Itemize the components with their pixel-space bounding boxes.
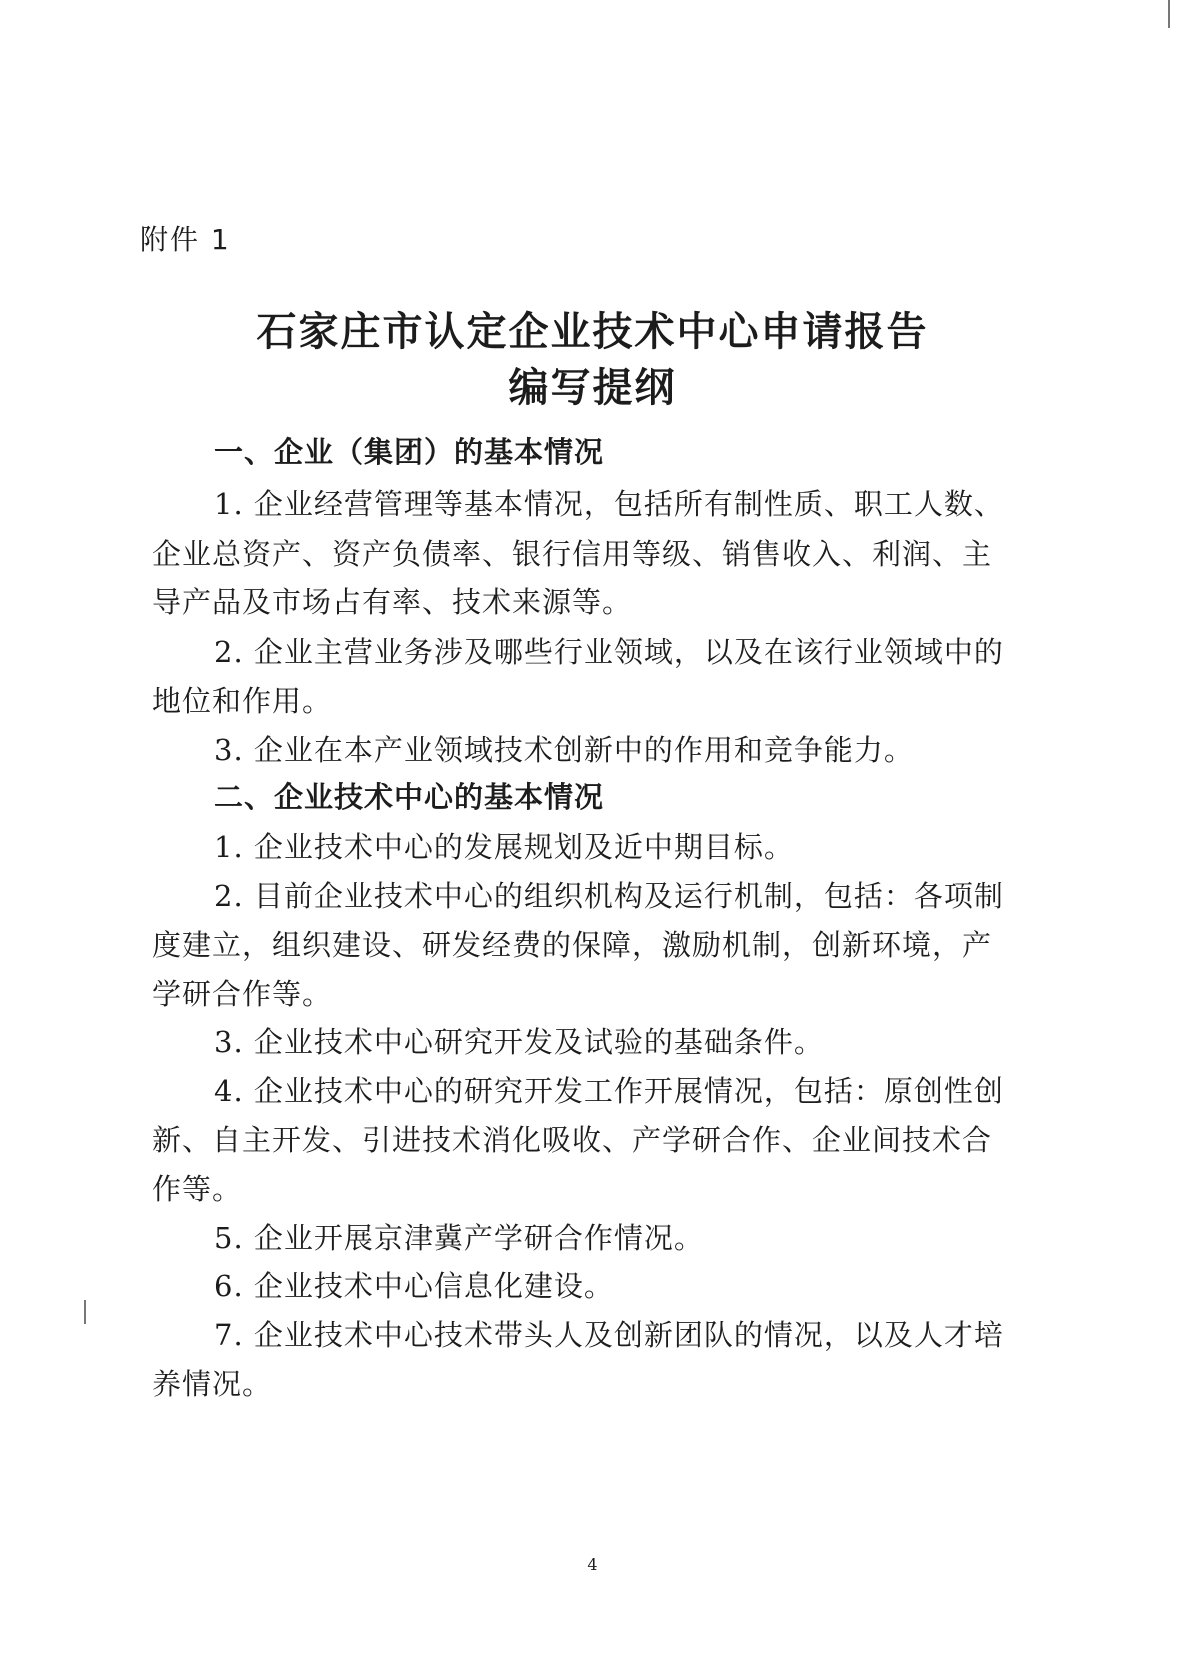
document-subtitle: 编写提纲	[508, 365, 677, 411]
paragraph-line: 4. 企业技术中心的研究开发工作开展情况，包括：原创性创	[214, 1074, 1004, 1108]
document-title: 石家庄市认定企业技术中心申请报告	[256, 309, 929, 355]
scan-mark	[1168, 0, 1170, 28]
paragraph-line: 作等。	[152, 1172, 243, 1206]
paragraph-line: 养情况。	[152, 1367, 273, 1401]
attachment-label: 附件 1	[140, 223, 231, 256]
section-heading-2: 二、企业技术中心的基本情况	[214, 780, 605, 814]
section-heading-1: 一、企业（集团）的基本情况	[214, 435, 605, 469]
page-number: 4	[587, 1555, 598, 1574]
paragraph-line: 2. 企业主营业务涉及哪些行业领域，以及在该行业领域中的	[214, 635, 1004, 669]
paragraph-line: 5. 企业开展京津冀产学研合作情况。	[214, 1221, 704, 1255]
paragraph-line: 1. 企业经营管理等基本情况，包括所有制性质、职工人数、	[214, 487, 1004, 521]
paragraph-line: 度建立，组织建设、研发经费的保障，激励机制，创新环境，产	[152, 928, 993, 962]
paragraph-line: 3. 企业技术中心研究开发及试验的基础条件。	[214, 1025, 824, 1059]
paragraph-line: 新、自主开发、引进技术消化吸收、产学研合作、企业间技术合	[152, 1123, 993, 1157]
scan-mark	[84, 1300, 86, 1324]
paragraph-line: 3. 企业在本产业领域技术创新中的作用和竞争能力。	[214, 733, 914, 767]
paragraph-line: 7. 企业技术中心技术带头人及创新团队的情况，以及人才培	[214, 1318, 1004, 1352]
paragraph-line: 地位和作用。	[152, 684, 333, 718]
paragraph-line: 6. 企业技术中心信息化建设。	[214, 1269, 614, 1303]
paragraph-line: 1. 企业技术中心的发展规划及近中期目标。	[214, 830, 794, 864]
paragraph-line: 导产品及市场占有率、技术来源等。	[152, 585, 633, 619]
paragraph-line: 学研合作等。	[152, 977, 333, 1011]
paragraph-line: 企业总资产、资产负债率、银行信用等级、销售收入、利润、主	[152, 537, 993, 571]
paragraph-line: 2. 目前企业技术中心的组织机构及运行机制，包括：各项制	[214, 879, 1004, 913]
